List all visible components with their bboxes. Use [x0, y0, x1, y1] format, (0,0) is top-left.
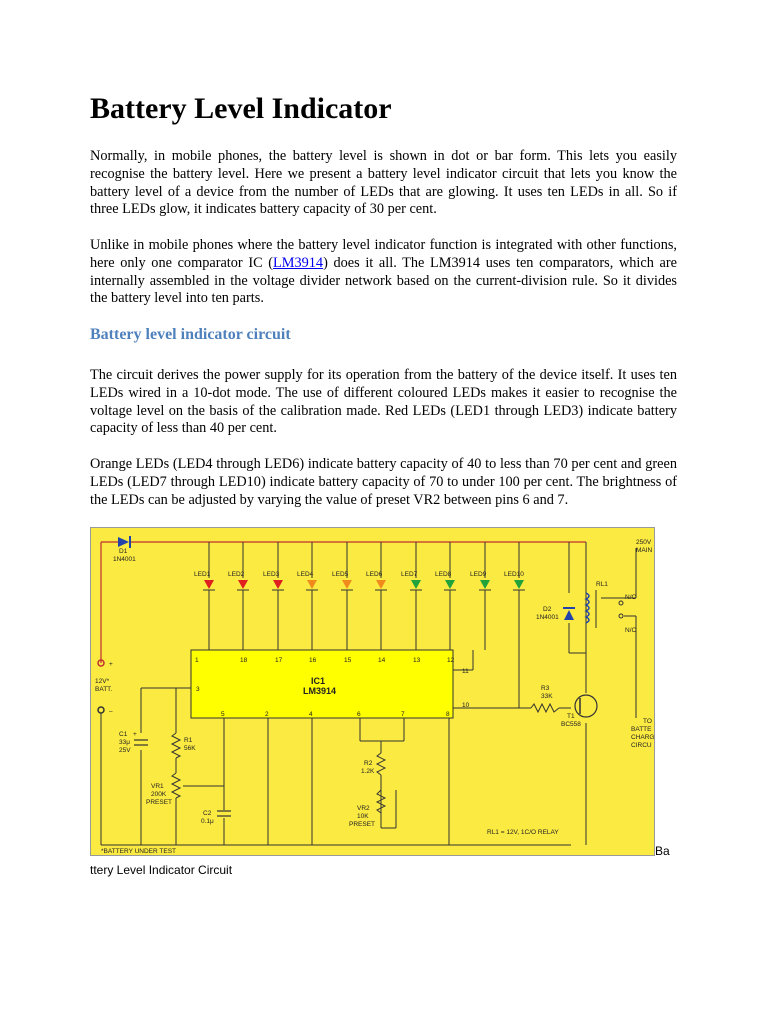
- label: –: [109, 708, 113, 715]
- label: +: [109, 661, 113, 668]
- capacitor-c2: [217, 811, 231, 816]
- pin-label: 5: [221, 711, 225, 718]
- led-4-icon: [307, 580, 317, 589]
- pin-label: 17: [275, 657, 283, 664]
- label: 1N4001: [113, 556, 136, 563]
- label: CIRCU: [631, 742, 652, 749]
- label: 56K: [184, 745, 196, 752]
- label: R3: [541, 685, 550, 692]
- transistor-t1: [575, 695, 597, 717]
- led-9-icon: [480, 580, 490, 589]
- led-label: LED9: [470, 571, 487, 578]
- led-label: LED6: [366, 571, 383, 578]
- led-label: LED8: [435, 571, 452, 578]
- label: BATT.: [95, 686, 113, 693]
- label: 33K: [541, 693, 553, 700]
- label: 0.1μ: [201, 818, 214, 825]
- label: N/O: [625, 594, 637, 601]
- led-label: LED2: [228, 571, 245, 578]
- figure-caption-start: Ba: [655, 844, 670, 858]
- label: N/C: [625, 627, 637, 634]
- label: PRESET: [349, 821, 376, 828]
- pin-label: 10: [462, 702, 470, 709]
- led-10-icon: [514, 580, 524, 589]
- label: 33μ: [119, 739, 130, 746]
- ic-name: IC1: [311, 676, 326, 686]
- led-label: LED3: [263, 571, 280, 578]
- label: BATTE: [631, 726, 652, 733]
- resistor-r3: [531, 704, 559, 712]
- pin-label: 4: [309, 711, 313, 718]
- schematic-svg: [91, 528, 654, 855]
- paragraph-text: Unlike in mobile phones where the battery level indicator function is integrated with other functions, here only one comparator IC (: [90, 237, 677, 271]
- label: D1: [119, 548, 128, 555]
- preset-vr1: [172, 773, 180, 798]
- label: R2: [364, 760, 373, 767]
- pin-label: 6: [357, 711, 361, 718]
- label: D2: [543, 606, 552, 613]
- paragraph-leds: Orange LEDs (LED4 through LED6) indicate battery capacity of 40 to less than 70 per cent and green LEDs (LED7 through LED10) indicate battery capacity of 70 to under 100 per cent. The brightness of the LEDs can be adjusted by varying the value of preset VR2 between pins 6 and 7.: [90, 456, 677, 508]
- page-title: Battery Level Indicator: [90, 92, 392, 125]
- led-label: LED1: [194, 571, 211, 578]
- relay-coil: [586, 590, 596, 628]
- led-label: LED10: [504, 571, 524, 578]
- led-label: LED4: [297, 571, 314, 578]
- pin-label: 8: [446, 711, 450, 718]
- led-label: LED5: [332, 571, 349, 578]
- led-label: LED7: [401, 571, 418, 578]
- resistor-r1: [172, 733, 180, 758]
- section-heading: Battery level indicator circuit: [90, 326, 291, 343]
- label: C1: [119, 731, 128, 738]
- circuit-diagram: [90, 527, 655, 856]
- label: 200K: [151, 791, 167, 798]
- figure-caption-end: ttery Level Indicator Circuit: [90, 863, 233, 877]
- label: 10K: [357, 813, 369, 820]
- pin-label: 7: [401, 711, 405, 718]
- label: T1: [567, 713, 575, 720]
- pin-label: 3: [196, 686, 200, 693]
- label: TO: [643, 718, 652, 725]
- battery-minus-terminal: [98, 707, 104, 713]
- battery-note: *BATTERY UNDER TEST: [101, 848, 177, 855]
- pin-label: 16: [309, 657, 317, 664]
- led-2-icon: [238, 580, 248, 589]
- led-array: [194, 571, 525, 590]
- label: BC558: [561, 721, 581, 728]
- label: +: [133, 731, 137, 738]
- pin-label: 13: [413, 657, 421, 664]
- pin-label: 14: [378, 657, 386, 664]
- diode-d1: [118, 536, 130, 548]
- label: C2: [203, 810, 212, 817]
- label: VR2: [357, 805, 370, 812]
- pin-label: 12: [447, 657, 455, 664]
- label: R1: [184, 737, 193, 744]
- label: 1N4001: [536, 614, 559, 621]
- ic-part: LM3914: [303, 686, 337, 696]
- led-5-icon: [342, 580, 352, 589]
- pin-label: 2: [265, 711, 269, 718]
- paragraph-circuit: The circuit derives the power supply for its operation from the battery of the device itself. It uses ten LEDs wired in a 10-dot mode. The use of different coloured LEDs makes it easier to recognise the voltage level on the basis of the calibration made. Red LEDs (LED1 through LED3) indicate battery capacity of less than 40 per cent.: [90, 367, 677, 437]
- label: 12V*: [95, 678, 110, 685]
- label: RL1: [596, 581, 608, 588]
- diode-d2: [563, 608, 575, 620]
- relay-note: RL1 = 12V, 1C/O RELAY: [487, 829, 559, 836]
- led-3-icon: [273, 580, 283, 589]
- pin-label: 1: [195, 657, 199, 664]
- label: CHARG: [631, 734, 654, 741]
- paragraph-intro: Normally, in mobile phones, the battery level is shown in dot or bar form. This lets you easily recognise the battery level. Here we present a battery level indicator circuit that lets you know the battery level of a device from the number of LEDs that are glowing. It uses ten LEDs in all. So if three LEDs glow, it indicates battery capacity of 30 per cent.: [90, 148, 677, 218]
- label: VR1: [151, 783, 164, 790]
- capacitor-c1: [134, 740, 148, 745]
- label: 250V: [636, 539, 652, 546]
- pin-label: 15: [344, 657, 352, 664]
- led-1-icon: [204, 580, 214, 589]
- led-7-icon: [411, 580, 421, 589]
- pin-label: 18: [240, 657, 248, 664]
- label: PRESET: [146, 799, 173, 806]
- label: 25V: [119, 747, 131, 754]
- label: MAIN: [636, 547, 653, 554]
- paragraph-comparator: [90, 237, 677, 308]
- label: 1.2K: [361, 768, 375, 775]
- pin-label: 11: [462, 668, 469, 675]
- led-6-icon: [376, 580, 386, 589]
- paragraph-text: ) does it all. The LM3914 uses ten comparators, which are internally assembled in the voltage divider network based on the current-division rule. So it divides the battery level into ten parts.: [90, 254, 677, 307]
- resistor-r2: [377, 753, 385, 775]
- lm3914-link[interactable]: LM3914: [273, 254, 324, 271]
- led-8-icon: [445, 580, 455, 589]
